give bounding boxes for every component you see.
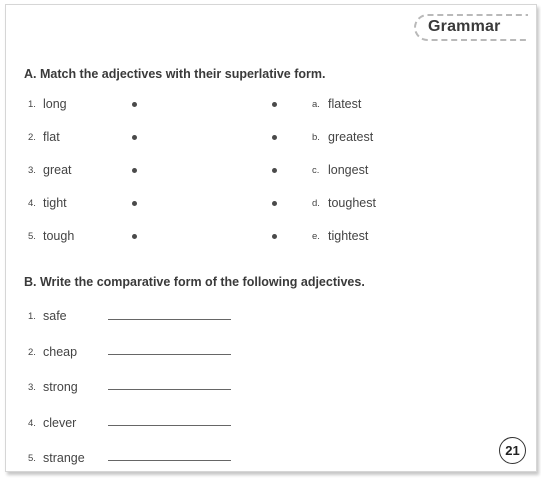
answer-line[interactable] (108, 460, 231, 461)
section-b-word: safe (43, 309, 67, 323)
match-dot-right[interactable] (272, 102, 277, 107)
section-a-heading: A. Match the adjectives with their superlative form. (24, 67, 326, 81)
match-dot-right[interactable] (272, 168, 277, 173)
section-a-left-word: flat (43, 130, 60, 144)
section-a-right-letter: a. (312, 99, 320, 110)
section-b-word: strange (43, 451, 85, 465)
section-a-left-word: long (43, 97, 67, 111)
match-dot-left[interactable] (132, 234, 137, 239)
section-b-number: 4. (28, 418, 36, 429)
section-a-right-letter: e. (312, 231, 320, 242)
section-a-right-letter: c. (312, 165, 320, 176)
match-dot-left[interactable] (132, 102, 137, 107)
section-a-right-word: greatest (328, 130, 374, 144)
answer-line[interactable] (108, 319, 231, 320)
section-a-left-word: great (43, 163, 72, 177)
section-b-word: clever (43, 416, 77, 430)
section-a-left-word: tight (43, 196, 67, 210)
section-a-right-word: longest (328, 163, 369, 177)
section-a-right-word: flatest (328, 97, 362, 111)
section-b-number: 5. (28, 453, 36, 464)
section-b-word: cheap (43, 345, 78, 359)
section-a-left-number: 1. (28, 99, 36, 110)
answer-line[interactable] (108, 389, 231, 390)
section-b-number: 1. (28, 311, 36, 322)
section-a-left-word: tough (43, 229, 75, 243)
answer-line[interactable] (108, 354, 231, 355)
section-a-left-number: 2. (28, 132, 36, 143)
section-a-right-letter: b. (312, 132, 320, 143)
section-b-heading: B. Write the comparative form of the following adjectives. (24, 275, 365, 289)
match-dot-left[interactable] (132, 201, 137, 206)
section-b-number: 3. (28, 382, 36, 393)
badge-title: Grammar (428, 18, 501, 35)
match-dot-right[interactable] (272, 234, 277, 239)
page-number-badge: 21 (499, 437, 526, 464)
section-a-right-letter: d. (312, 198, 320, 209)
section-a-left-number: 5. (28, 231, 36, 242)
section-b-number: 2. (28, 347, 36, 358)
section-a-left-number: 3. (28, 165, 36, 176)
section-a-left-number: 4. (28, 198, 36, 209)
match-dot-left[interactable] (132, 135, 137, 140)
section-a-right-word: tightest (328, 229, 369, 243)
grammar-badge (414, 14, 536, 41)
match-dot-right[interactable] (272, 201, 277, 206)
section-b-word: strong (43, 380, 78, 394)
match-dot-left[interactable] (132, 168, 137, 173)
answer-line[interactable] (108, 425, 231, 426)
match-dot-right[interactable] (272, 135, 277, 140)
section-a-right-word: toughest (328, 196, 376, 210)
